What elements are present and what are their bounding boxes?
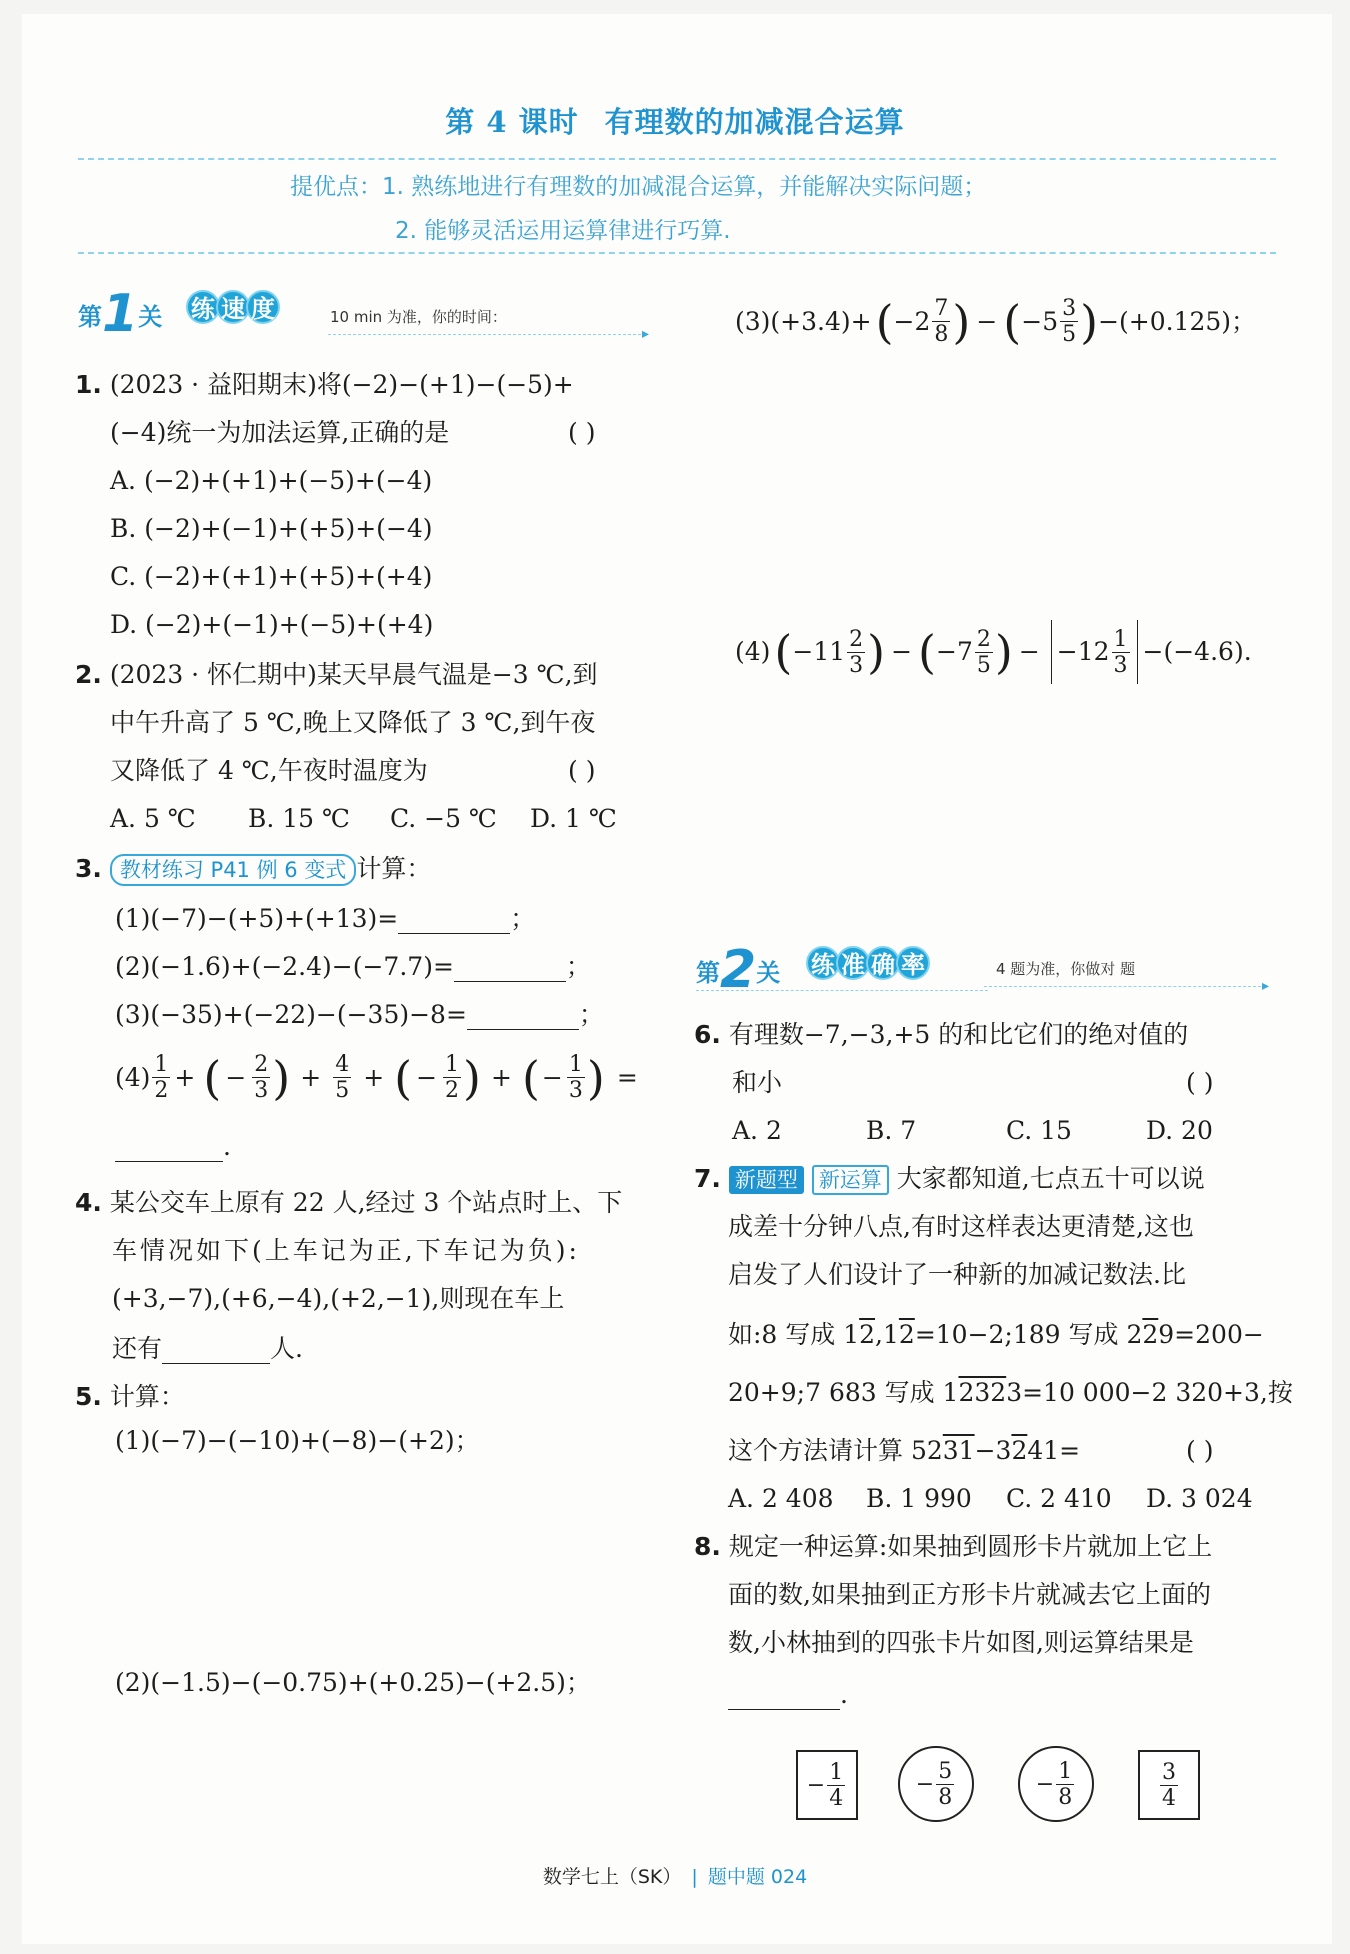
card-circle-1 <box>898 1746 974 1822</box>
q3-frac-5-den: 3 <box>568 1078 583 1103</box>
q6-line-2: 和小 <box>732 1068 783 1097</box>
q4-line-4 <box>112 1334 303 1364</box>
card-3-num: 1 <box>1058 1758 1073 1784</box>
q5-sub-4-whole-3: −12 <box>1056 637 1110 666</box>
card-2-den: 8 <box>938 1784 953 1810</box>
q2-line-3: 又降低了 4 ℃,午夜时温度为 <box>110 756 428 785</box>
q5-number: 5. <box>75 1382 102 1411</box>
pill-lian-2: 练 <box>806 946 840 980</box>
q5-sub-4-frac-2 <box>975 627 993 678</box>
q2-line-2: 中午升高了 5 ℃,晚上又降低了 3 ℃,到午夜 <box>110 708 596 737</box>
key-point-label: 提优点： <box>290 174 382 200</box>
q5-sub-1: (1)(−7)−(−10)+(−8)−(+2)； <box>115 1426 480 1455</box>
footer-book: 数学七上（SK） <box>542 1866 682 1888</box>
lesson-number: 第 4 课时 <box>445 105 579 139</box>
q4-text-4b: 人. <box>270 1334 303 1363</box>
q1-text-1: (2023 · 益阳期末)将(−2)−(+1)−(−5)+ <box>109 370 574 399</box>
section-2-di: 第 <box>696 959 720 987</box>
q5-sub-4-frac-3-num: 1 <box>1113 626 1128 652</box>
q7-answer-paren: ( ) <box>1186 1436 1214 1465</box>
q5-sub-2: (2)(−1.5)−(−0.75)+(+0.25)−(+2.5)； <box>115 1668 591 1697</box>
q5-sub-3: (3)(+3.4)+ ( −2 $\frac{7}{8}$ ) − ( −5 $\frac{3}{5}$ ) −(+0.125)； <box>735 294 1257 349</box>
pill-su: 速 <box>216 290 250 324</box>
q5-sub-3-end: −(+0.125)； <box>1098 306 1257 336</box>
q1-option-c: C. (−2)+(+1)+(+5)+(+4) <box>110 562 433 591</box>
q5-sub-4-frac-2-num: 2 <box>976 626 991 652</box>
q8-text-1: 规定一种运算:如果抽到圆形卡片就加上它上 <box>728 1532 1213 1561</box>
page-footer <box>0 1862 1350 1889</box>
q3-frac-3 <box>333 1052 351 1103</box>
q7-l4c: ,1 <box>875 1320 899 1349</box>
q4-number: 4. <box>75 1188 102 1217</box>
q7-l6b: 31 <box>942 1436 975 1465</box>
q6-option-a: A. 2 <box>732 1116 782 1145</box>
q3-sub-3-blank[interactable] <box>467 1008 579 1030</box>
q2-option-a: A. 5 ℃ <box>110 804 196 833</box>
card-4-num: 3 <box>1162 1759 1176 1785</box>
q3-frac-2 <box>252 1052 270 1103</box>
card-1-frac <box>827 1760 845 1811</box>
card-2-frac <box>936 1759 954 1810</box>
q3-frac-4-den: 2 <box>445 1078 460 1103</box>
section-2-number: 2 <box>720 940 757 1000</box>
q7-l6d: 2 <box>1011 1436 1028 1465</box>
q3-frac-5-num: 1 <box>568 1052 583 1077</box>
q5-sub-3-whole-1: −2 <box>893 306 931 336</box>
footer-separator: | <box>691 1866 698 1888</box>
q3-sub-4: (4) $\frac{1}{2}$ + ( − $\frac{2}{3}$ ) + $\frac{4}{5}$ + ( − $\frac{1}{2}$ ) + ( − $\frac{1}{3}$ ) = <box>115 1050 638 1105</box>
q5-sub-4-frac-1-den: 3 <box>849 652 864 678</box>
q8-number: 8. <box>694 1532 721 1561</box>
q5-label: 计算： <box>109 1382 185 1411</box>
key-point-1 <box>290 168 986 201</box>
section-2-header <box>696 940 780 1000</box>
lesson-title <box>0 100 1350 141</box>
card-3-frac <box>1056 1759 1074 1810</box>
q5-sub-4-whole-2: −7 <box>936 637 973 666</box>
q3-frac-1-num: 1 <box>154 1052 169 1077</box>
q5-sub-4-end: −(−4.6). <box>1142 637 1252 666</box>
q7-l4b: 2 <box>859 1320 876 1349</box>
q4-blank[interactable] <box>162 1342 270 1364</box>
card-3-sign: − <box>1035 1771 1055 1797</box>
q8-line-1 <box>694 1532 1212 1562</box>
q5-sub-3-frac-2-num: 3 <box>1062 296 1077 321</box>
q7-option-c: C. 2 410 <box>1006 1484 1112 1513</box>
q1-option-a: A. (−2)+(+1)+(−5)+(−4) <box>110 466 433 495</box>
q2-answer-paren: ( ) <box>568 756 596 785</box>
q3-sub-1-blank[interactable] <box>398 912 510 934</box>
q7-l6e: 41= <box>1027 1436 1081 1465</box>
q4-line-3: (+3,−7),(+6,−4),(+2,−1),则现在车上 <box>112 1284 565 1313</box>
q4-text-4a: 还有 <box>112 1334 163 1363</box>
q7-option-b: B. 1 990 <box>866 1484 972 1513</box>
q1-option-b: B. (−2)+(−1)+(+5)+(−4) <box>110 514 433 543</box>
q7-text-1: 大家都知道,七点五十可以说 <box>896 1164 1205 1193</box>
section-1-guan: 关 <box>138 303 163 331</box>
q5-sub-4-frac-1 <box>847 627 865 678</box>
q3-frac-3-num: 4 <box>335 1052 350 1077</box>
q3-sub-2-blank[interactable] <box>454 960 566 982</box>
q1-line-1 <box>75 370 574 400</box>
q1-answer-paren: ( ) <box>568 418 596 447</box>
arrow-right-icon-2: ▸ <box>1262 978 1270 994</box>
card-2-sign: − <box>915 1771 935 1797</box>
key-point-2: 2. 能够灵活运用运算律进行巧算. <box>395 218 731 244</box>
q3-frac-2-den: 3 <box>254 1078 269 1103</box>
q3-textbook-tag: 教材练习 P41 例 6 变式 <box>110 854 356 886</box>
q6-option-d: D. 20 <box>1146 1116 1213 1145</box>
q3-sub-2 <box>115 952 591 982</box>
q7-line-2: 成差十分钟八点,有时这样表达更清楚,这也 <box>728 1212 1194 1241</box>
q5-sub-4-whole-1: −11 <box>792 637 846 666</box>
q7-line-4 <box>728 1320 1264 1350</box>
q7-option-a: A. 2 408 <box>728 1484 834 1513</box>
q1-line-2: (−4)统一为加法运算,正确的是 <box>110 418 450 447</box>
pill-lian: 练 <box>186 290 220 324</box>
q4-text-1: 某公交车上原有 22 人,经过 3 个站点时上、下 <box>109 1188 623 1217</box>
q6-text-1: 有理数−7,−3,+5 的和比它们的绝对值的 <box>728 1020 1189 1049</box>
q6-option-c: C. 15 <box>1006 1116 1072 1145</box>
q5-sub-3-frac-2-den: 5 <box>1062 322 1077 347</box>
q3-number: 3. <box>75 854 102 883</box>
section-1-time-note: 10 min 为准，你的时间： <box>330 308 507 326</box>
q7-line-6 <box>728 1436 1080 1466</box>
q6-option-b: B. 7 <box>866 1116 917 1145</box>
q2-line-1 <box>75 660 598 690</box>
q7-line-3: 启发了人们设计了一种新的加减记数法.比 <box>728 1260 1186 1289</box>
q5-sub-3-whole-2: −5 <box>1021 306 1059 336</box>
card-1-num: 1 <box>829 1759 844 1785</box>
section-2-pills <box>806 946 926 980</box>
q7-line-1 <box>694 1164 1205 1195</box>
q7-line-5 <box>728 1378 1293 1408</box>
q4-line-1 <box>75 1188 622 1218</box>
q8-end: . <box>840 1680 848 1709</box>
q3-line-1 <box>75 854 431 886</box>
q8-line-3: 数,小林抽到的四张卡片如图,则运算结果是 <box>728 1628 1194 1657</box>
q3-sub-3 <box>115 1000 604 1030</box>
card-circle-2 <box>1018 1746 1094 1822</box>
q2-option-b: B. 15 ℃ <box>248 804 350 833</box>
card-2-num: 5 <box>938 1758 953 1784</box>
section-1-pills <box>186 290 276 324</box>
section-2-guan: 关 <box>756 959 781 987</box>
q2-option-d: D. 1 ℃ <box>530 804 617 833</box>
arrow-right-icon: ▸ <box>642 326 650 342</box>
q7-l5b: 232 <box>958 1378 1007 1407</box>
key-point-1-text: 1. 熟练地进行有理数的加减混合运算，并能解决实际问题； <box>382 174 987 200</box>
q5-sub-4: (4) ( −11 $\frac{2}{3}$ ) − ( −7 $\frac{2}{5}$ ) − −12 $\frac{1}{3}$ −(−4.6). <box>735 620 1252 684</box>
q1-number: 1. <box>75 370 102 399</box>
section-2-underline <box>696 990 988 991</box>
card-4-frac <box>1160 1760 1178 1811</box>
q3-sub-4-blank[interactable] <box>115 1140 223 1162</box>
q3-sub-1-text: (1)(−7)−(+5)+(+13)= <box>115 904 399 933</box>
q7-l4f: 2 <box>1142 1320 1159 1349</box>
q6-answer-paren: ( ) <box>1186 1068 1214 1097</box>
q3-frac-3-den: 5 <box>335 1078 350 1103</box>
q4-line-2: 车情况如下(上车记为正,下车记为负): <box>112 1236 580 1265</box>
q7-l4e: =10−2;189 写成 2 <box>914 1320 1143 1349</box>
q3-sub-2-semi: ； <box>565 952 591 981</box>
q6-line-1 <box>694 1020 1188 1050</box>
q5-sub-3-frac-1-den: 8 <box>934 322 949 347</box>
q7-new-type-tag: 新题型 <box>729 1166 804 1194</box>
q5-sub-3-a: (3)(+3.4)+ <box>735 306 872 336</box>
q5-sub-4-frac-2-den: 5 <box>976 652 991 678</box>
section-1-header <box>78 284 162 344</box>
footer-page: 题中题 024 <box>707 1866 808 1888</box>
card-1-sign: − <box>806 1772 826 1798</box>
q3-sub-4-label: (4) <box>115 1062 151 1092</box>
card-1-den: 4 <box>829 1785 844 1811</box>
section-2-score-note: 4 题为准，你做对 题 <box>996 960 1136 978</box>
q8-line-2: 面的数,如果抽到正方形卡片就减去它上面的 <box>728 1580 1211 1609</box>
section-1-di: 第 <box>78 303 102 331</box>
lesson-topic: 有理数的加减混合运算 <box>604 105 905 139</box>
q3-frac-1 <box>152 1052 170 1103</box>
q3-sub-1-semi: ； <box>510 904 536 933</box>
q3-frac-4-num: 1 <box>445 1052 460 1077</box>
header-divider-top <box>78 158 1276 160</box>
q7-l6a: 这个方法请计算 52 <box>728 1436 943 1465</box>
q1-option-d: D. (−2)+(−1)+(−5)+(+4) <box>110 610 434 639</box>
q2-option-c: C. −5 ℃ <box>390 804 497 833</box>
pill-que: 确 <box>866 946 900 980</box>
q2-number: 2. <box>75 660 102 689</box>
card-3-den: 8 <box>1058 1784 1073 1810</box>
q3-frac-1-den: 2 <box>154 1078 169 1103</box>
q5-sub-3-frac-1-num: 7 <box>934 296 949 321</box>
q5-sub-4-frac-3-den: 3 <box>1113 652 1128 678</box>
q7-number: 7. <box>694 1164 721 1193</box>
header-divider-bottom <box>78 252 1276 254</box>
q3-label: 计算： <box>356 854 432 883</box>
q5-sub-4-a: (4) <box>735 637 771 666</box>
q8-blank[interactable] <box>728 1688 840 1710</box>
card-square-1 <box>796 1750 858 1820</box>
q8-answer <box>728 1680 848 1710</box>
q2-text-1: (2023 · 怀仁期中)某天早晨气温是−3 ℃,到 <box>109 660 598 689</box>
pill-lv: 率 <box>896 946 930 980</box>
q3-frac-4 <box>443 1052 461 1103</box>
section-2-dashline <box>984 986 1266 987</box>
card-square-2 <box>1138 1750 1200 1820</box>
q6-number: 6. <box>694 1020 721 1049</box>
q7-l6c: −3 <box>974 1436 1012 1465</box>
section-1-number: 1 <box>102 284 139 344</box>
q5-sub-3-frac-2 <box>1060 296 1078 347</box>
q3-sub-1 <box>115 904 535 934</box>
q5-line-1 <box>75 1382 185 1412</box>
q7-new-operation-tag: 新运算 <box>812 1165 889 1195</box>
q3-sub-4-answer <box>115 1132 231 1162</box>
q5-sub-3-frac-1 <box>932 296 950 347</box>
q3-frac-5 <box>567 1052 585 1103</box>
q5-sub-4-frac-3 <box>1112 627 1130 678</box>
section-1-dashline <box>328 334 646 335</box>
pill-zhun: 准 <box>836 946 870 980</box>
q3-sub-3-semi: ； <box>578 1000 604 1029</box>
q7-l5c: 3=10 000−2 320+3,按 <box>1006 1378 1293 1407</box>
card-4-den: 4 <box>1162 1785 1176 1811</box>
q3-sub-4-end: . <box>223 1132 231 1161</box>
q7-l5a: 20+9;7 683 写成 1 <box>728 1378 959 1407</box>
q5-sub-4-frac-1-num: 2 <box>849 626 864 652</box>
q3-sub-2-text: (2)(−1.6)+(−2.4)−(−7.7)= <box>115 952 454 981</box>
q7-l4d: 2 <box>898 1320 915 1349</box>
q3-frac-2-num: 2 <box>254 1052 269 1077</box>
q3-sub-3-text: (3)(−35)+(−22)−(−35)−8= <box>115 1000 467 1029</box>
q7-l4g: 9=200− <box>1158 1320 1264 1349</box>
q7-option-d: D. 3 024 <box>1146 1484 1253 1513</box>
pill-du: 度 <box>246 290 280 324</box>
q7-l4a: 如:8 写成 1 <box>728 1320 860 1349</box>
